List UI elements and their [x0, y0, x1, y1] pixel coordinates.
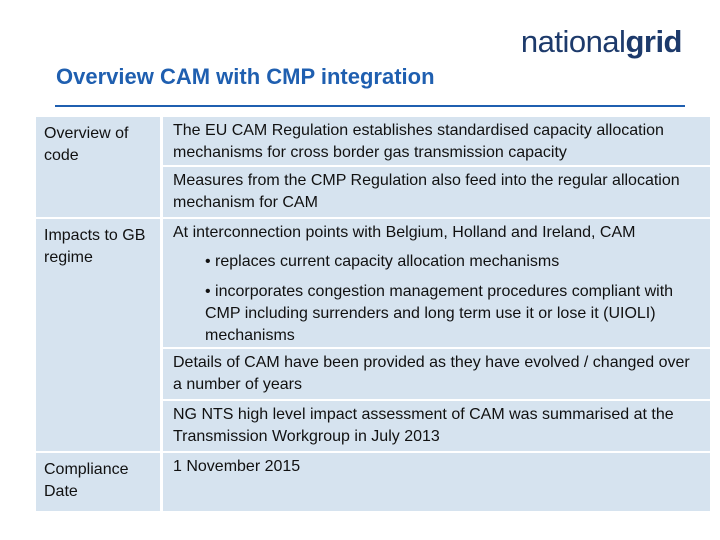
table-cell: The EU CAM Regulation establishes standardised capacity allocation mechanisms for cross border gas transmission capacity	[163, 117, 710, 165]
table-cell: NG NTS high level impact assessment of CAM was summarised at the Transmission Workgroup in July 2013	[163, 401, 710, 451]
table-row-impacts	[36, 219, 710, 451]
row-label: Compliance Date	[36, 453, 160, 511]
table-row-overview	[36, 117, 710, 217]
row-cells	[163, 117, 710, 217]
bullet-item: • incorporates congestion management procedures compliant with CMP including surrenders and long term use it or lose it (UIOLI) mechanisms	[205, 283, 674, 344]
slide-title: Overview CAM with CMP integration	[56, 64, 435, 89]
table-cell: 1 November 2015	[163, 453, 710, 511]
table-row-compliance	[36, 453, 710, 511]
row-cells	[163, 453, 710, 511]
title-underline	[55, 105, 685, 107]
logo-text-national: national	[520, 24, 626, 59]
content-table	[36, 117, 710, 511]
logo-text-grid: grid	[625, 24, 682, 59]
cell-intro-text: At interconnection points with Belgium, Holland and Ireland, CAM	[173, 224, 636, 241]
row-label: Impacts to GB regime	[36, 219, 160, 451]
national-grid-logo	[521, 24, 682, 60]
row-label: Overview of code	[36, 117, 160, 217]
row-cells	[163, 219, 710, 451]
bullet-item: • replaces current capacity allocation mechanisms	[205, 253, 560, 270]
table-cell: Measures from the CMP Regulation also feed into the regular allocation mechanism for CAM	[163, 167, 710, 217]
table-cell-interconnection	[163, 219, 710, 347]
table-cell: Details of CAM have been provided as they have evolved / changed over a number of years	[163, 349, 710, 399]
